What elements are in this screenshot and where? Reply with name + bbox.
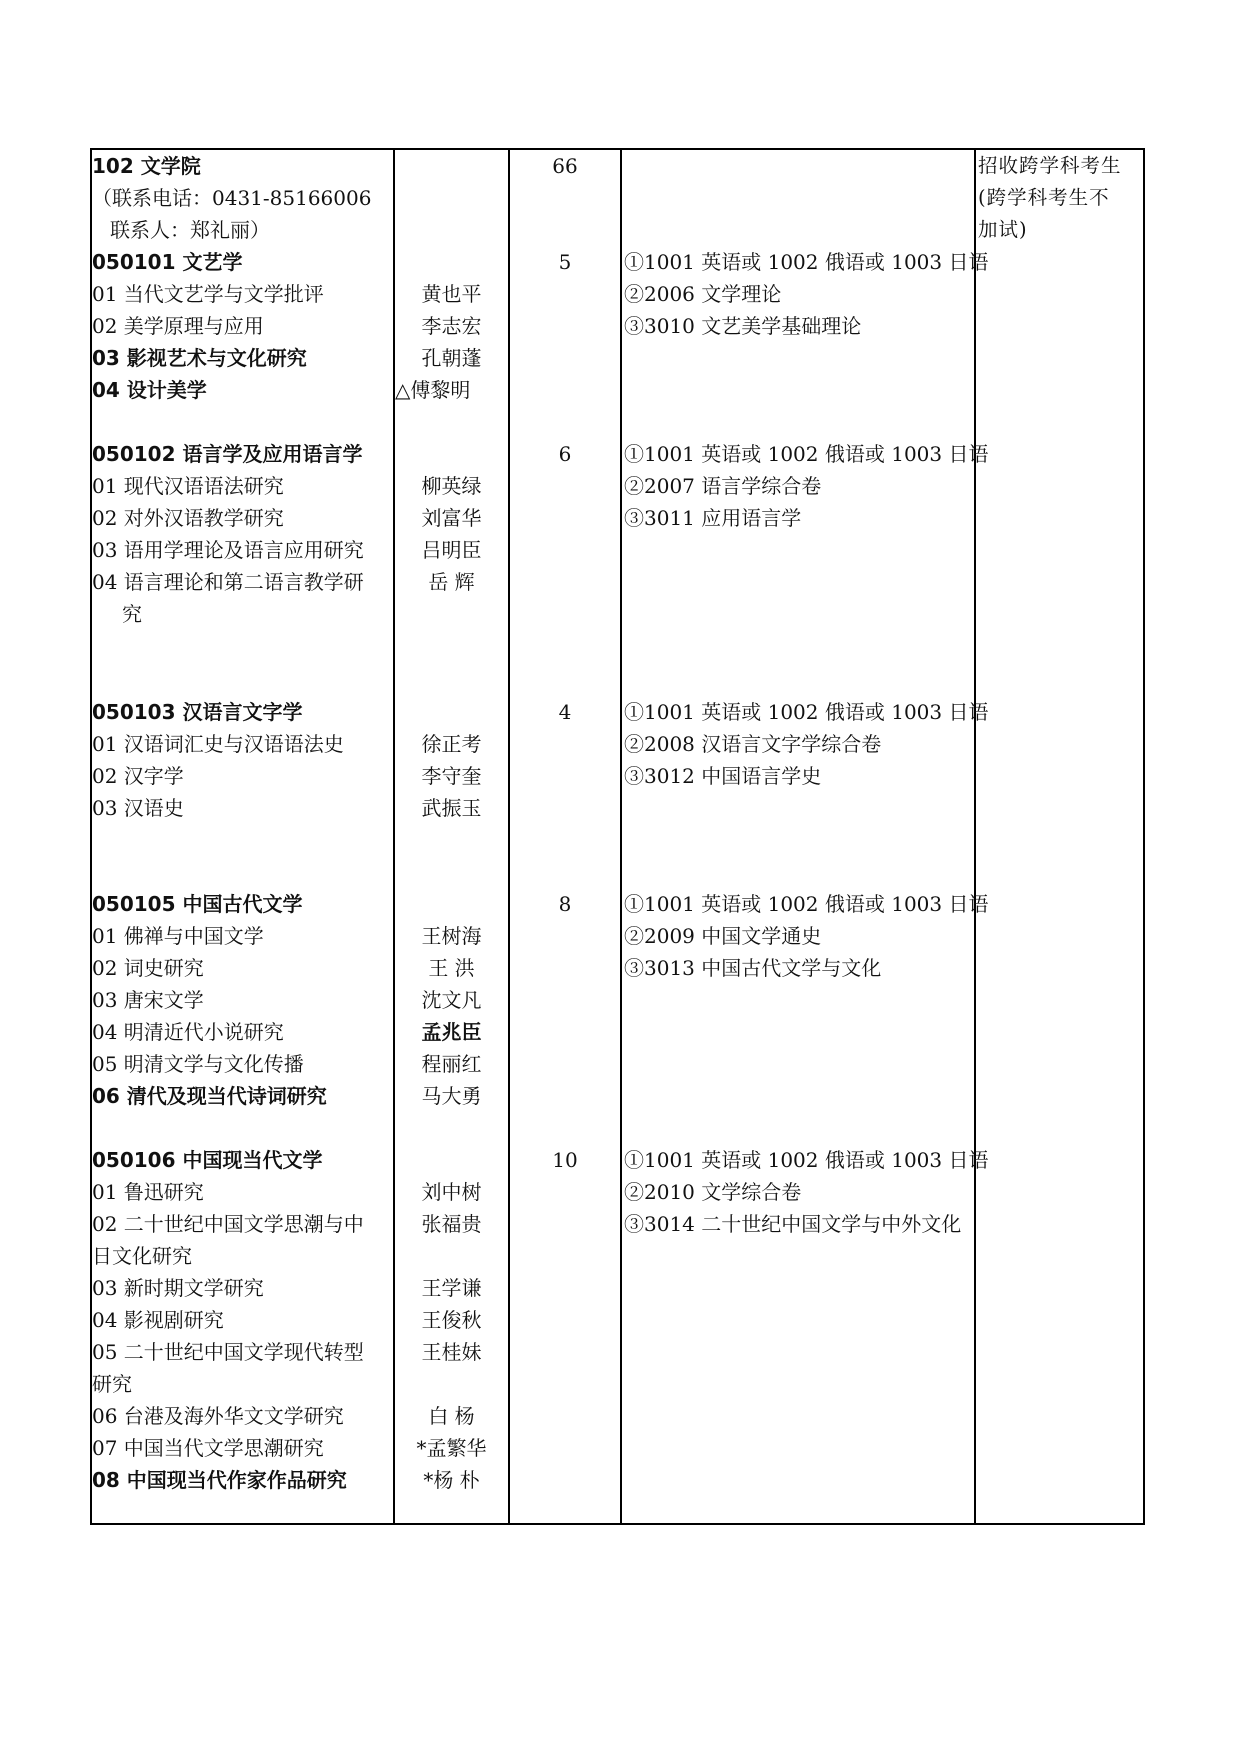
research-direction: 04 影视剧研究 [92,1308,224,1332]
enrollment-table [90,148,1145,1525]
major-title: 050102 语言学及应用语言学 [92,442,363,466]
column-divider [620,148,622,1525]
department-phone: （联系电话：0431-85166006 [92,186,372,210]
research-direction: 03 新时期文学研究 [92,1276,264,1300]
research-direction: 02 词史研究 [92,956,204,980]
research-direction: 03 影视艺术与文化研究 [92,346,307,370]
tutor-name: 张福贵 [421,1212,482,1236]
research-direction: 04 设计美学 [92,378,207,402]
exam-subject: ③3014 二十世纪中国文学与中外文化 [624,1212,962,1236]
exam-subject: ③3010 文艺美学基础理论 [624,314,862,338]
major-quota: 6 [558,442,572,466]
department-contact: 联系人：郑礼丽） [110,218,270,242]
exam-subject: ①1001 英语或 1002 俄语或 1003 日语 [624,1148,989,1172]
tutor-name: 孔朝蓬 [421,346,482,370]
research-direction: 01 现代汉语语法研究 [92,474,284,498]
tutor-name: 沈文凡 [421,988,482,1012]
tutor-name: 白 杨 [428,1404,475,1428]
major-quota: 10 [552,1148,578,1172]
research-direction-continued: 日文化研究 [92,1244,192,1268]
major-title: 050106 中国现当代文学 [92,1148,323,1172]
department-title: 102 文学院 [92,154,201,178]
research-direction: 01 当代文艺学与文学批评 [92,282,324,306]
tutor-name: 岳 辉 [428,570,475,594]
research-direction-continued: 研究 [92,1372,132,1396]
research-direction: 07 中国当代文学思潮研究 [92,1436,324,1460]
tutor-name: △傅黎明 [395,378,471,402]
research-direction: 03 唐宋文学 [92,988,204,1012]
research-direction: 02 二十世纪中国文学思潮与中 [92,1212,364,1236]
exam-subject: ②2006 文学理论 [624,282,782,306]
tutor-name: 柳英绿 [421,474,482,498]
research-direction: 05 二十世纪中国文学现代转型 [92,1340,364,1364]
research-direction: 05 明清文学与文化传播 [92,1052,304,1076]
tutor-name: 王俊秋 [421,1308,482,1332]
remark-line: (跨学科考生不 [978,186,1110,209]
tutor-name: 马大勇 [421,1084,482,1108]
major-title: 050105 中国古代文学 [92,892,303,916]
total-quota: 66 [552,154,578,178]
tutor-name: *杨 朴 [423,1468,480,1492]
exam-subject: ①1001 英语或 1002 俄语或 1003 日语 [624,250,989,274]
research-direction: 08 中国现当代作家作品研究 [92,1468,347,1492]
tutor-name: 刘中树 [421,1180,482,1204]
table-right-border [1143,148,1145,1525]
exam-subject: ③3012 中国语言学史 [624,764,822,788]
tutor-name: 武振玉 [421,796,482,820]
research-direction: 03 语用学理论及语言应用研究 [92,538,364,562]
exam-subject: ①1001 英语或 1002 俄语或 1003 日语 [624,442,989,466]
exam-subject: ③3011 应用语言学 [624,506,802,530]
tutor-name: 李志宏 [421,314,482,338]
tutor-name: 黄也平 [421,282,482,306]
column-divider [974,148,976,1525]
major-title: 050103 汉语言文字学 [92,700,303,724]
tutor-name: 刘富华 [421,506,482,530]
research-direction: 01 汉语词汇史与汉语语法史 [92,732,344,756]
tutor-name: 王 洪 [428,956,475,980]
exam-subject: ②2008 汉语言文字学综合卷 [624,732,882,756]
exam-subject: ③3013 中国古代文学与文化 [624,956,882,980]
remark-line: 加试) [978,218,1028,241]
research-direction: 02 汉字学 [92,764,184,788]
research-direction: 06 清代及现当代诗词研究 [92,1084,327,1108]
tutor-name: 李守奎 [421,764,482,788]
exam-subject: ①1001 英语或 1002 俄语或 1003 日语 [624,892,989,916]
tutor-name: *孟繁华 [416,1436,487,1460]
research-direction-continued: 究 [122,602,142,626]
exam-subject: ②2007 语言学综合卷 [624,474,822,498]
research-direction: 03 汉语史 [92,796,184,820]
research-direction: 02 美学原理与应用 [92,314,264,338]
research-direction: 04 明清近代小说研究 [92,1020,284,1044]
research-direction: 04 语言理论和第二语言教学研 [92,570,364,594]
major-quota: 4 [558,700,572,724]
column-divider [508,148,510,1525]
exam-subject: ①1001 英语或 1002 俄语或 1003 日语 [624,700,989,724]
tutor-name: 王学谦 [421,1276,482,1300]
research-direction: 01 鲁迅研究 [92,1180,204,1204]
exam-subject: ②2010 文学综合卷 [624,1180,802,1204]
major-quota: 8 [558,892,572,916]
tutor-name: 徐正考 [421,732,482,756]
research-direction: 02 对外汉语教学研究 [92,506,284,530]
research-direction: 01 佛禅与中国文学 [92,924,264,948]
table-bottom-border [90,1523,1145,1525]
tutor-name: 程丽红 [421,1052,482,1076]
tutor-name: 吕明臣 [421,538,482,562]
major-title: 050101 文艺学 [92,250,243,274]
major-quota: 5 [558,250,572,274]
tutor-name: 孟兆臣 [421,1020,482,1044]
exam-subject: ②2009 中国文学通史 [624,924,822,948]
remark-line: 招收跨学科考生 [978,154,1122,177]
tutor-name: 王树海 [421,924,482,948]
research-direction: 06 台港及海外华文文学研究 [92,1404,344,1428]
tutor-name: 王桂妹 [421,1340,482,1364]
